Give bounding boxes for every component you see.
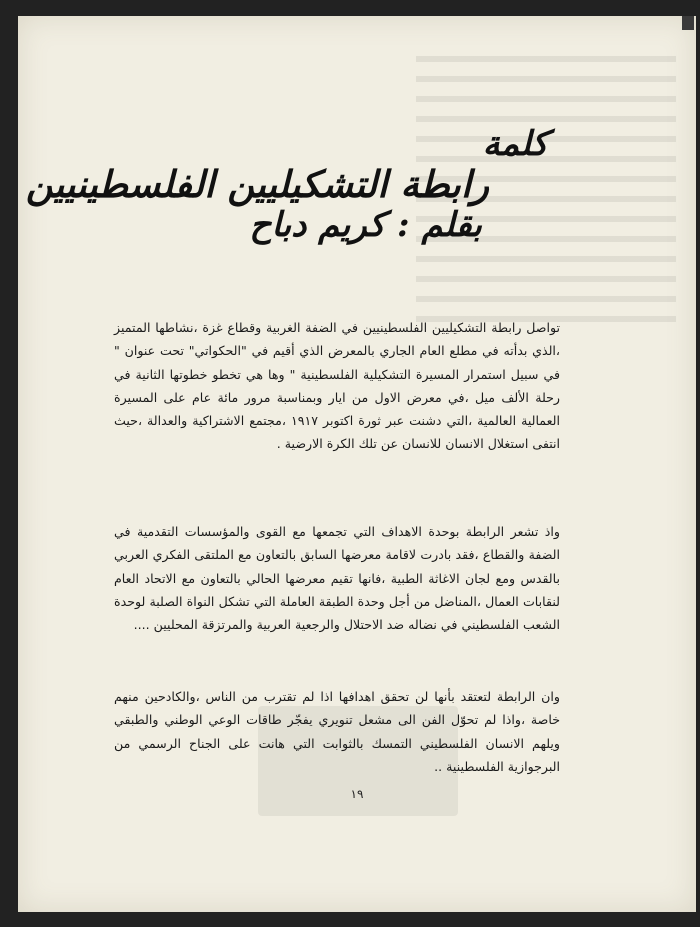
- magazine-page: [18, 16, 696, 912]
- page-number: ١٩: [350, 787, 364, 801]
- paragraph-1: تواصل رابطة التشكيليين الفلسطينيين في الضفة الغربية وقطاع غزة ،نشاطها المتميز ،الذي بدأته في مطلع العام الجاري بالمعرض الذي أقيم في "الحكواتي" تحت عنوان " في سبيل استمرار المسيرة التشكيلية الفلسطينية " وها هي تخطو خطوتها الثانية في رحلة الألف ميل ،في معرض الاول من ايار وبمناسبة مرور مائة عام على المسيرة العمالية العالمية ،التي دشنت عبر ثورة اكتوبر ١٩١٧ ،مجتمع الاشتراكية والعدالة ،حيث انتفى استغلال الانسان للانسان عن تلك الكرة الارضية .: [114, 320, 561, 452]
- article-title: رابطة التشكيليين الفلسطينيين: [25, 162, 489, 206]
- page-corner-mark: [682, 16, 694, 30]
- paragraph-3: وان الرابطة لتعتقد بأنها لن تحقق اهدافها اذا لم تقترب من الناس ،والكادحين منهم خاصة ،واذا لم تحوّل الفن الى مشعل تنويري يفجّر طاقات الوعي الوطني والطبقي ويلهم الانسان الفلسطيني التمسك بالثوابت التي هانت على الجناح الرسمي من البرجوازية الفلسطينية ..: [114, 689, 560, 774]
- paragraph-2: واذ تشعر الرابطة بوحدة الاهداف التي تجمعها مع القوى والمؤسسات التقدمية في الضفة والقطاع ،فقد بادرت لاقامة معرضها السابق بالتعاون مع الملتقى الفكري العربي بالقدس ومع لجان الاغاثة الطبية ،فانها تقيم معرضها الحالي بالتعاون مع الاتحاد العام لنقابات العمال ،المناضل من أجل وحدة الطبقة العاملة التي تشكل النواة الصلبة لوحدة الشعب الفلسطيني في نضاله ضد الاحتلال والرجعية العربية والمرتزقة المحليين ....: [114, 524, 560, 633]
- article-byline: بقلم : كريم دباح: [249, 205, 482, 245]
- heading-kalima: كلمة: [482, 124, 548, 164]
